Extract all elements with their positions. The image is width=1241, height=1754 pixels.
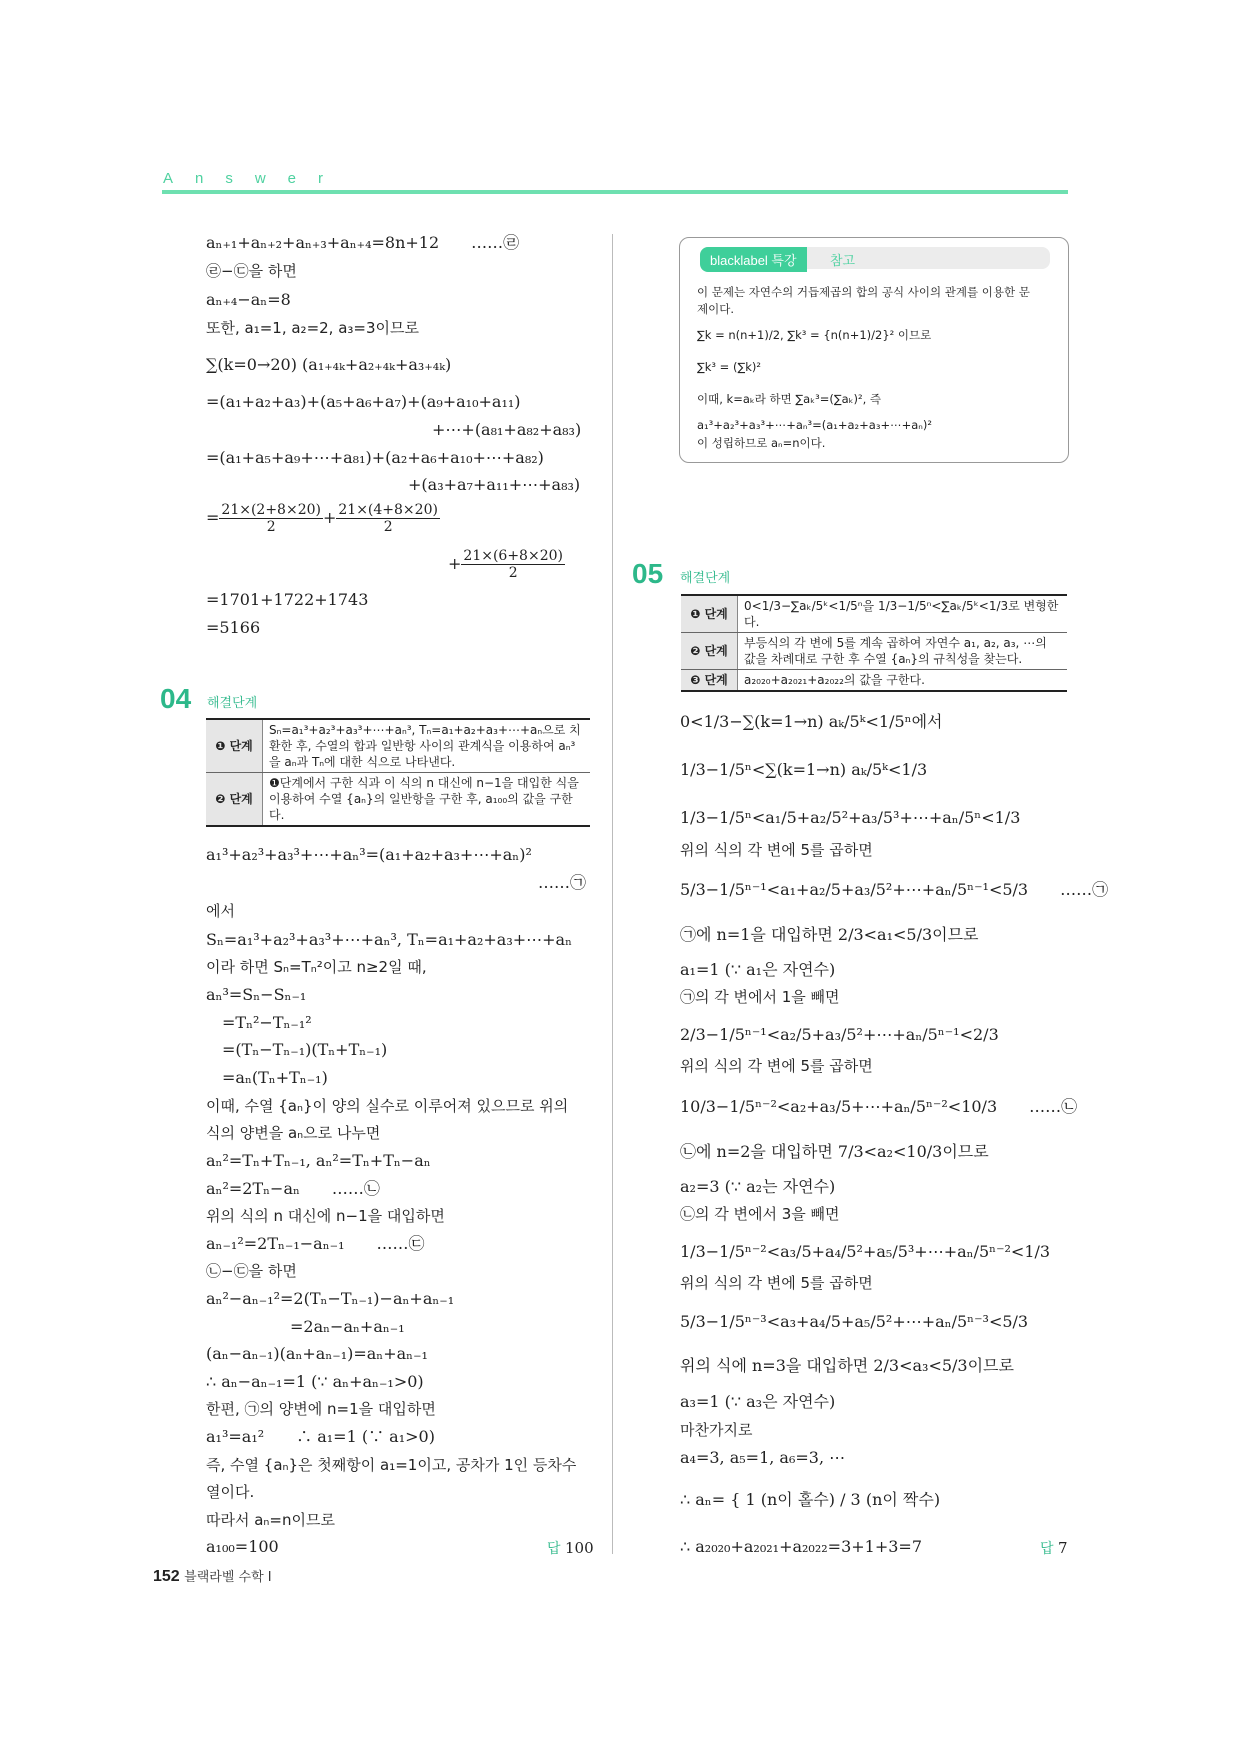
header-rule — [162, 190, 1068, 194]
eq-line: ㉡에 n=2을 대입하면 7/3<a₂<10/3이므로 — [680, 1142, 989, 1161]
column-divider — [612, 234, 613, 1554]
text-line: ㉣−㉢을 하면 — [206, 262, 297, 280]
eq-line: (aₙ−aₙ₋₁)(aₙ+aₙ₋₁)=aₙ+aₙ₋₁ — [206, 1344, 428, 1363]
note-line: ∑k = n(n+1)/2, ∑k³ = {n(n+1)/2}² 이므로 — [697, 328, 932, 342]
step-label: ❷ 단계 — [681, 633, 738, 670]
step-text: 부등식의 각 변에 5를 계속 곱하여 자연수 a₁, a₂, a₃, ⋯의 값을 차례대로 구한 후 수열 {aₙ}의 규칙성을 찾는다. — [738, 633, 1068, 670]
step-text: Sₙ=a₁³+a₂³+a₃³+⋯+aₙ³, Tₙ=a₁+a₂+a₃+⋯+aₙ으로 치환한 후, 수열의 합과 일반항 사이의 관계식을 이용하여 aₙ³을 aₙ과 Tₙ에 대한 식으로 나타낸다. — [263, 719, 591, 773]
text-line: 이때, 수열 {aₙ}이 양의 실수로 이루어져 있으므로 위의 — [206, 1097, 569, 1115]
eq-line: a₂=3 (∵ a₂는 자연수) — [680, 1177, 836, 1196]
answer-value: 7 — [1057, 1539, 1068, 1557]
eq-line: =(a₁+a₅+a₉+⋯+a₈₁)+(a₂+a₆+a₁₀+⋯+a₈₂) — [206, 448, 544, 467]
eq-line: 10/3−1/5ⁿ⁻²<a₂+a₃/5+⋯+aₙ/5ⁿ⁻²<10/3 ……㉡ — [680, 1097, 1078, 1116]
step-text: 0<1/3−∑aₖ/5ᵏ<1/5ⁿ을 1/3−1/5ⁿ<∑aₖ/5ᵏ<1/3로 변형한다. — [738, 595, 1068, 633]
eq-line: a₁=1 (∵ a₁은 자연수) — [680, 960, 836, 979]
fraction: $\frac{21\times(4+8\times 20)}{2}$ — [338, 502, 438, 535]
eq-line: a₁₀₀=100 — [206, 1537, 279, 1556]
eq-line: ㉠에 n=1을 대입하면 2/3<a₁<5/3이므로 — [680, 925, 979, 944]
fraction: $\frac{21\times(6+8\times 20)}{2}$ — [463, 548, 563, 581]
eq-line: =5166 — [206, 618, 261, 637]
eq-line: aₙ₊₁+aₙ₊₂+aₙ₊₃+aₙ₊₄=8n+12 ……㉣ — [206, 233, 520, 252]
eq-line: aₙ²−aₙ₋₁²=2(Tₙ−Tₙ₋₁)−aₙ+aₙ₋₁ — [206, 1289, 455, 1308]
eq-line: ∴ aₙ−aₙ₋₁=1 (∵ aₙ+aₙ₋₁>0) — [206, 1372, 424, 1391]
eq-line: =aₙ(Tₙ+Tₙ₋₁) — [222, 1068, 328, 1087]
eq-line: 1/3−1/5ⁿ<∑(k=1→n) aₖ/5ᵏ<1/3 — [680, 760, 928, 779]
note-line: 이 문제는 자연수의 거듭제곱의 합의 공식 사이의 관계를 이용한 문 — [697, 285, 1030, 299]
answer-label: 답 — [547, 1541, 561, 1557]
fraction-sum-line: = $\frac{21\times(2+8\times 20)}{2}$ + $\frac{21\times(4+8\times 20)}{2}$ — [206, 502, 438, 535]
text-line: 에서 — [206, 902, 235, 920]
section-number-04: 04 — [160, 683, 192, 714]
page-header-label: Answer — [163, 170, 346, 187]
step-label: ❷ 단계 — [206, 773, 263, 827]
text-line: 위의 식의 각 변에 5를 곱하면 — [680, 1057, 873, 1075]
note-tag: blacklabel 특강 — [700, 247, 807, 272]
text-line: 이라 하면 Sₙ=Tₙ²이고 n≥2일 때, — [206, 958, 427, 976]
note-tag-reference: 참고 — [830, 254, 856, 269]
text-line: 또한, a₁=1, a₂=2, a₃=3이므로 — [206, 319, 420, 337]
step-label: ❶ 단계 — [681, 595, 738, 633]
eq-line: Sₙ=a₁³+a₂³+a₃³+⋯+aₙ³, Tₙ=a₁+a₂+a₃+⋯+aₙ — [206, 930, 573, 949]
text-line: 열이다. — [206, 1483, 255, 1501]
text-line: 위의 식의 각 변에 5를 곱하면 — [680, 841, 873, 859]
eq-line: =(Tₙ−Tₙ₋₁)(Tₙ+Tₙ₋₁) — [222, 1040, 388, 1059]
text-line: 위의 식의 n 대신에 n−1을 대입하면 — [206, 1207, 445, 1225]
book-title: 블랙라벨 수학 Ⅰ — [184, 1570, 272, 1585]
step-label: ❶ 단계 — [206, 719, 263, 773]
answer-value: 100 — [564, 1539, 594, 1557]
section-number-05: 05 — [632, 558, 664, 589]
fraction: $\frac{21\times(2+8\times 20)}{2}$ — [221, 502, 321, 535]
section-label: 해결단계 — [207, 696, 258, 711]
note-line: a₁³+a₂³+a₃³+⋯+aₙ³=(a₁+a₂+a₃+⋯+aₙ)² — [697, 418, 932, 432]
eq-line: aₙ²=Tₙ+Tₙ₋₁, aₙ²=Tₙ+Tₙ−aₙ — [206, 1151, 431, 1170]
step-text: ❶단계에서 구한 식과 이 식의 n 대신에 n−1을 대입한 식을 이용하여 수열 {aₙ}의 일반항을 구한 후, a₁₀₀의 값을 구한다. — [263, 773, 591, 827]
text-line: 즉, 수열 {aₙ}은 첫째항이 a₁=1이고, 공차가 1인 등차수 — [206, 1456, 577, 1474]
steps-table-04 — [206, 718, 590, 827]
note-line: 이때, k=aₖ라 하면 ∑aₖ³=(∑aₖ)², 즉 — [697, 392, 882, 406]
text-line: 위의 식의 각 변에 5를 곱하면 — [680, 1274, 873, 1292]
eq-line: 1/3−1/5ⁿ<a₁/5+a₂/5²+a₃/5³+⋯+aₙ/5ⁿ<1/3 — [680, 808, 1021, 827]
page-footer — [153, 1566, 272, 1586]
answer-05 — [1040, 1538, 1068, 1558]
eq-line: a₃=1 (∵ a₃은 자연수) — [680, 1392, 836, 1411]
eq-line: a₁³=a₁² ∴ a₁=1 (∵ a₁>0) — [206, 1427, 435, 1446]
eq-line: 5/3−1/5ⁿ⁻¹<a₁+a₂/5+a₃/5²+⋯+aₙ/5ⁿ⁻¹<5/3 ……㉠ — [680, 880, 1109, 899]
eq-tag: ……㉠ — [538, 873, 587, 892]
eq-line: ∑(k=0→20) (a₁₊₄ₖ+a₂₊₄ₖ+a₃₊₄ₖ) — [206, 355, 452, 374]
eq-line: aₙ²=2Tₙ−aₙ ……㉡ — [206, 1179, 380, 1198]
eq-line: aₙ³=Sₙ−Sₙ₋₁ — [206, 985, 307, 1004]
eq-line: a₄=3, a₅=1, a₆=3, ⋯ — [680, 1448, 846, 1467]
text-line: ㉡−㉢을 하면 — [206, 1262, 297, 1280]
text-line: 한편, ㉠의 양변에 n=1을 대입하면 — [206, 1400, 436, 1418]
eq-line: +(a₃+a₇+a₁₁+⋯+a₈₃) — [408, 475, 581, 494]
eq-line: 0<1/3−∑(k=1→n) aₖ/5ᵏ<1/5ⁿ에서 — [680, 712, 943, 731]
eq-line: =2aₙ−aₙ+aₙ₋₁ — [290, 1317, 405, 1336]
text-line: 따라서 aₙ=n이므로 — [206, 1511, 335, 1529]
eq-line: 위의 식에 n=3을 대입하면 2/3<a₃<5/3이므로 — [680, 1356, 1014, 1375]
fraction-sum-line: + $\frac{21\times(6+8\times 20)}{2}$ — [448, 548, 563, 581]
eq-line: ∴ aₙ= { 1 (n이 홀수) / 3 (n이 짝수) — [680, 1490, 941, 1509]
eq-line: ∴ a₂₀₂₀+a₂₀₂₁+a₂₀₂₂=3+1+3=7 — [680, 1537, 923, 1556]
eq-line: aₙ₋₁²=2Tₙ₋₁−aₙ₋₁ ……㉢ — [206, 1234, 425, 1253]
eq-line: a₁³+a₂³+a₃³+⋯+aₙ³=(a₁+a₂+a₃+⋯+aₙ)² — [206, 845, 532, 864]
eq-line: 5/3−1/5ⁿ⁻³<a₃+a₄/5+a₅/5²+⋯+aₙ/5ⁿ⁻³<5/3 — [680, 1312, 1029, 1331]
step-text: a₂₀₂₀+a₂₀₂₁+a₂₀₂₂의 값을 구한다. — [738, 670, 1068, 692]
eq-line: aₙ₊₄−aₙ=8 — [206, 290, 291, 309]
text-line: 마찬가지로 — [680, 1421, 753, 1439]
answer-04 — [547, 1538, 594, 1558]
step-label: ❸ 단계 — [681, 670, 738, 692]
eq-line: +⋯+(a₈₁+a₈₂+a₈₃) — [432, 420, 582, 439]
eq-line: 2/3−1/5ⁿ⁻¹<a₂/5+a₃/5²+⋯+aₙ/5ⁿ⁻¹<2/3 — [680, 1025, 999, 1044]
text-line: 식의 양변을 aₙ으로 나누면 — [206, 1124, 381, 1142]
note-line: 제이다. — [697, 302, 734, 316]
steps-table-05 — [681, 594, 1067, 692]
eq-line: 1/3−1/5ⁿ⁻²<a₃/5+a₄/5²+a₅/5³+⋯+aₙ/5ⁿ⁻²<1/3 — [680, 1242, 1051, 1261]
note-line: ∑k³ = (∑k)² — [697, 360, 761, 374]
text-line: ㉠의 각 변에서 1을 빼면 — [680, 988, 840, 1006]
answer-label: 답 — [1040, 1541, 1054, 1557]
eq-line: =1701+1722+1743 — [206, 590, 369, 609]
section-label: 해결단계 — [680, 571, 731, 586]
page-number: 152 — [153, 1568, 180, 1585]
eq-line: =Tₙ²−Tₙ₋₁² — [222, 1013, 312, 1032]
eq-line: =(a₁+a₂+a₃)+(a₅+a₆+a₇)+(a₉+a₁₀+a₁₁) — [206, 392, 521, 411]
note-line: 이 성립하므로 aₙ=n이다. — [697, 436, 826, 450]
text-line: ㉡의 각 변에서 3을 빼면 — [680, 1205, 840, 1223]
